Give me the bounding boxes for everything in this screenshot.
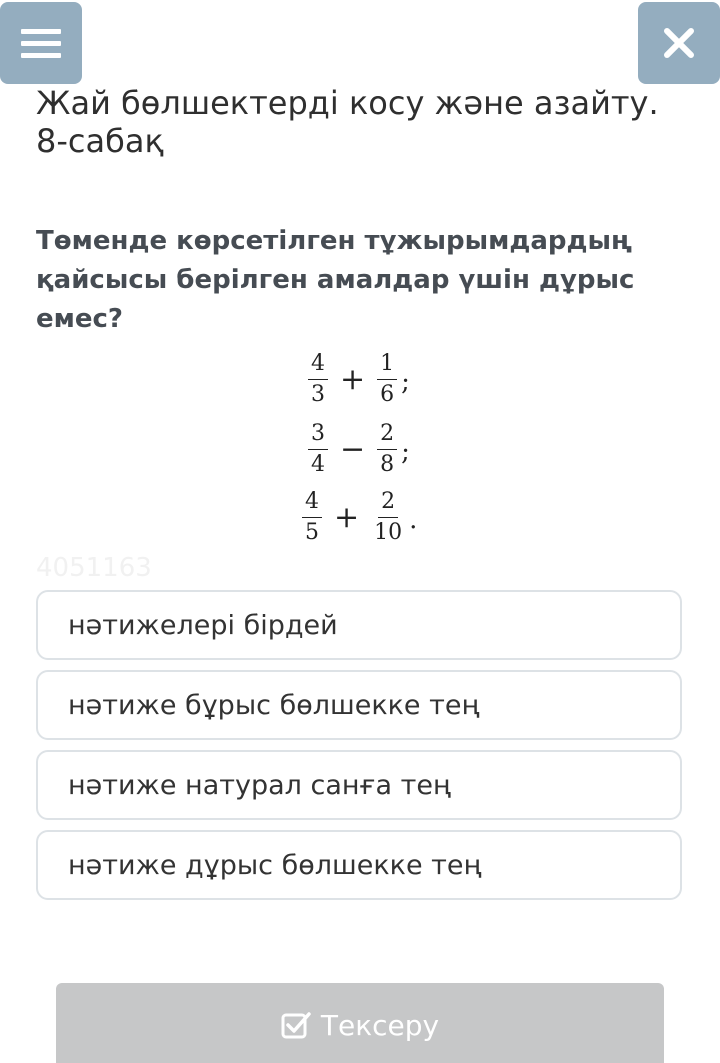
fraction: [371, 490, 405, 545]
answer-option-2[interactable]: [36, 670, 682, 740]
question-text: Төменде көрсетілген тұжырымдардың қайсысы берілген амалдар үшін дұрыс емес?: [36, 226, 635, 334]
numerator: 2: [378, 490, 398, 518]
punctuation: ;: [401, 436, 410, 467]
answer-option-4[interactable]: [36, 830, 682, 900]
fraction: [308, 422, 328, 477]
operator: +: [334, 499, 360, 535]
lesson-title-line1: Жай бөлшектерді косу және азайту.: [36, 84, 659, 122]
numerator: 4: [302, 490, 322, 518]
denominator: 5: [305, 520, 319, 545]
checkbox-check-icon: [281, 1011, 311, 1039]
denominator: 3: [311, 382, 325, 407]
numerator: 3: [308, 422, 328, 450]
close-icon: [663, 27, 695, 59]
operator: −: [340, 431, 366, 467]
denominator: 6: [380, 382, 395, 407]
denominator: 10: [374, 520, 403, 545]
expression-1: [308, 352, 410, 407]
hamburger-menu-icon: [21, 27, 61, 59]
check-button-label: Тексеру: [320, 1009, 440, 1042]
numerator: 2: [377, 422, 397, 450]
answer-option-label: нәтиже натурал санға тең: [68, 769, 451, 801]
question-id-watermark: 4051163: [36, 553, 152, 583]
close-button[interactable]: [638, 2, 720, 84]
fraction: [308, 352, 328, 407]
answer-option-1[interactable]: [36, 590, 682, 660]
fraction: [377, 422, 397, 477]
lesson-title-line2: 8-сабақ: [36, 122, 164, 160]
expression-3: [302, 490, 417, 545]
fraction: [302, 490, 322, 545]
punctuation: ;: [401, 366, 410, 397]
answer-option-label: нәтиже дұрыс бөлшекке тең: [68, 849, 482, 881]
answer-option-label: нәтиже бұрыс бөлшекке тең: [68, 689, 480, 721]
answer-option-3[interactable]: [36, 750, 682, 820]
lesson-title: [36, 84, 696, 160]
punctuation: .: [409, 504, 418, 535]
fraction: [377, 352, 397, 407]
numerator: 1: [377, 352, 397, 380]
denominator: 4: [311, 452, 325, 477]
menu-button[interactable]: [0, 2, 82, 84]
expression-2: [308, 422, 410, 477]
answer-option-label: нәтижелері бірдей: [68, 609, 338, 641]
check-button[interactable]: [56, 983, 664, 1063]
operator: +: [340, 361, 366, 397]
denominator: 8: [380, 452, 395, 477]
numerator: 4: [308, 352, 328, 380]
